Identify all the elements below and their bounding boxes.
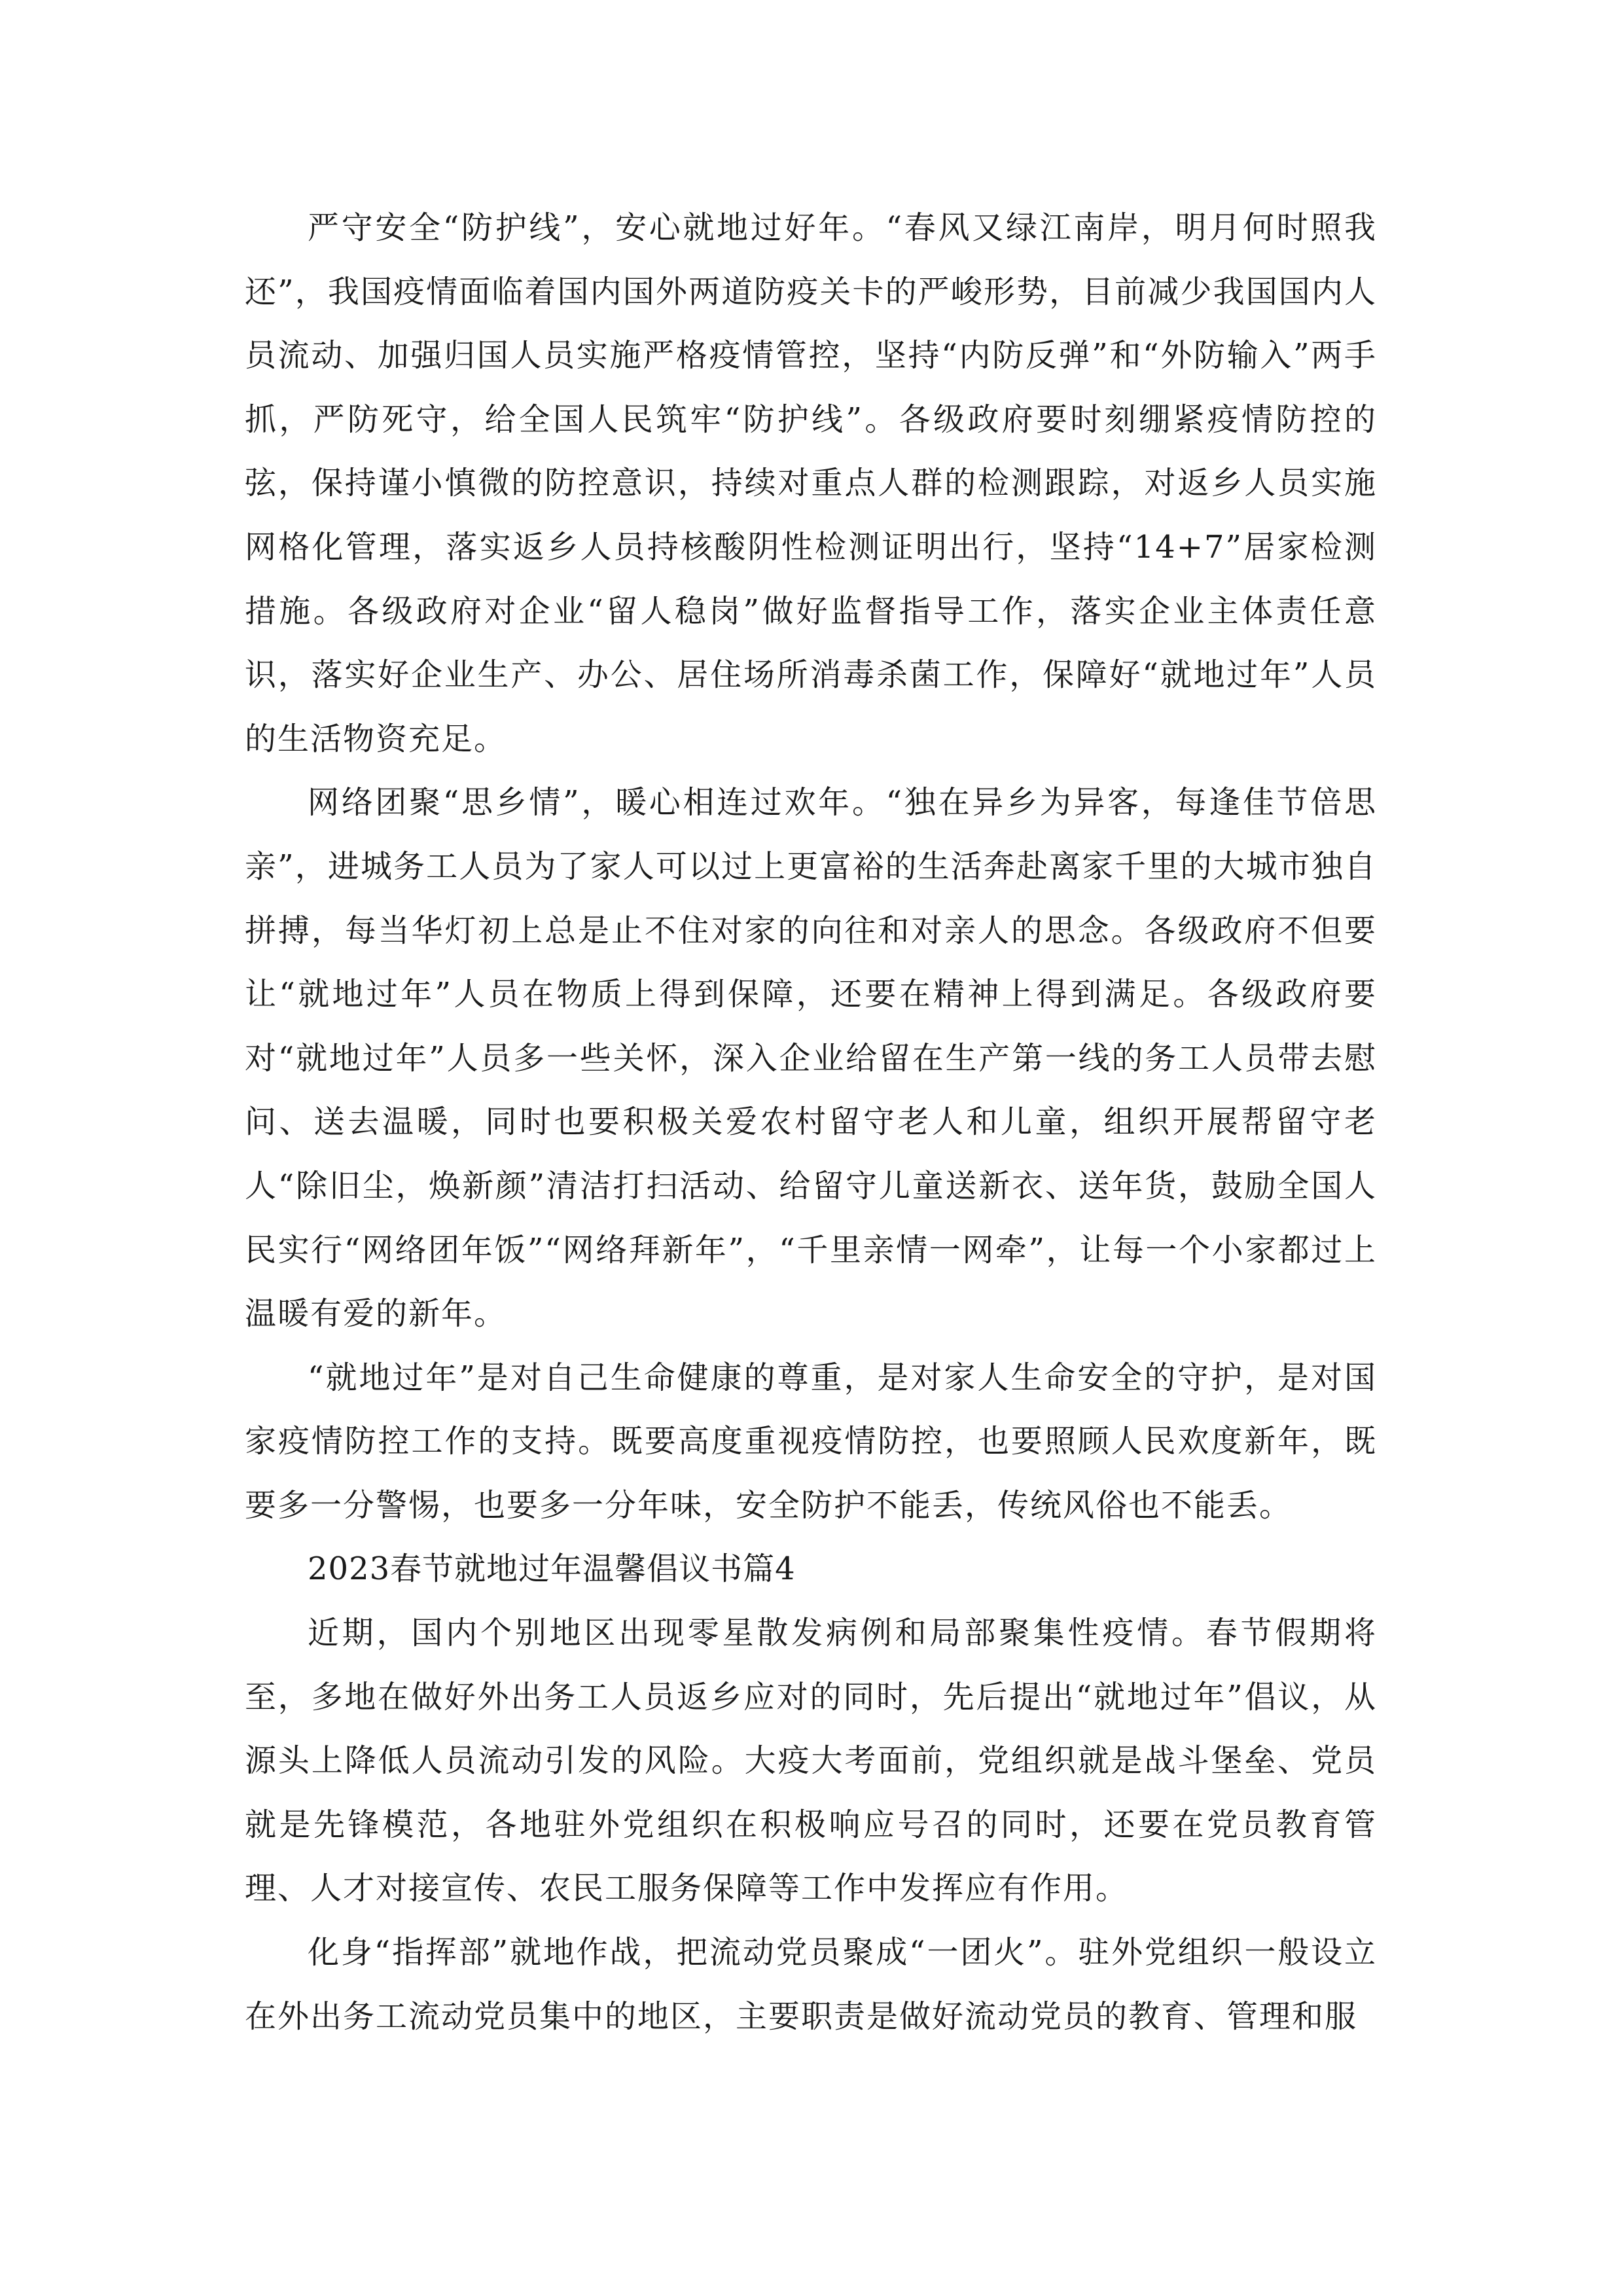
paragraph-recent-outbreaks: 近期，国内个别地区出现零星散发病例和局部聚集性疫情。春节假期将至，多地在做好外出务工人员返乡应对的同时，先后提出“就地过年”倡议，从源头上降低人员流动引发的风险。大疫大考面前，党组织就是战斗堡垒、党员就是先锋模范，各地驻外党组织在积极响应号召的同时，还要在党员教育管理、人才对接宣传、农民工服务保障等工作中发挥应有作用。 xyxy=(245,1615,1377,1907)
paragraph-conclusion: “就地过年”是对自己生命健康的尊重，是对家人生命安全的守护，是对国家疫情防控工作的支持。既要高度重视疫情防控，也要照顾人民欢度新年，既要多一分警惕，也要多一分年味，安全防护不能丢，传统风俗也不能丢。 xyxy=(245,1359,1377,1524)
paragraph-command-post: 化身“指挥部”就地作战，把流动党员聚成“一团火”。驻外党组织一般设立在外出务工流动党员集中的地区，主要职责是做好流动党员的教育、管理和服 xyxy=(245,1934,1377,2035)
paragraph-protection-line: 严守安全“防护线”，安心就地过好年。“春风又绿江南岸，明月何时照我还”，我国疫情面临着国内国外两道防疫关卡的严峻形势，目前减少我国国内人员流动、加强归国人员实施严格疫情管控，坚持“内防反弹”和“外防输入”两手抓，严防死守，给全国人民筑牢“防护线”。各级政府要时刻绷紧疫情防控的弦，保持谨小慎微的防控意识，持续对重点人群的检测跟踪，对返乡人员实施网格化管理，落实返乡人员持核酸阴性检测证明出行，坚持“14+7”居家检测措施。各级政府对企业“留人稳岗”做好监督指导工作，落实企业主体责任意识，落实好企业生产、办公、居住场所消毒杀菌工作，保障好“就地过年”人员的生活物资充足。 xyxy=(245,209,1377,757)
paragraph-online-reunion: 网络团聚“思乡情”，暖心相连过欢年。“独在异乡为异客，每逢佳节倍思亲”，进城务工人员为了家人可以过上更富裕的生活奔赴离家千里的大城市独自拼搏，每当华灯初上总是止不住对家的向往和对亲人的思念。各级政府不但要让“就地过年”人员在物质上得到保障，还要在精神上得到满足。各级政府要对“就地过年”人员多一些关怀，深入企业给留在生产第一线的务工人员带去慰问、送去温暖，同时也要积极关爱农村留守老人和儿童，组织开展帮留守老人“除旧尘，焕新颜”清洁打扫活动、给留守儿童送新衣、送年货，鼓励全国人民实行“网络团年饭”“网络拜新年”，“千里亲情一网牵”，让每一个小家都过上温暖有爱的新年。 xyxy=(245,784,1377,1333)
document-body xyxy=(245,196,1377,2049)
section-heading-4: 2023春节就地过年温馨倡议书篇4 xyxy=(308,1551,796,1588)
